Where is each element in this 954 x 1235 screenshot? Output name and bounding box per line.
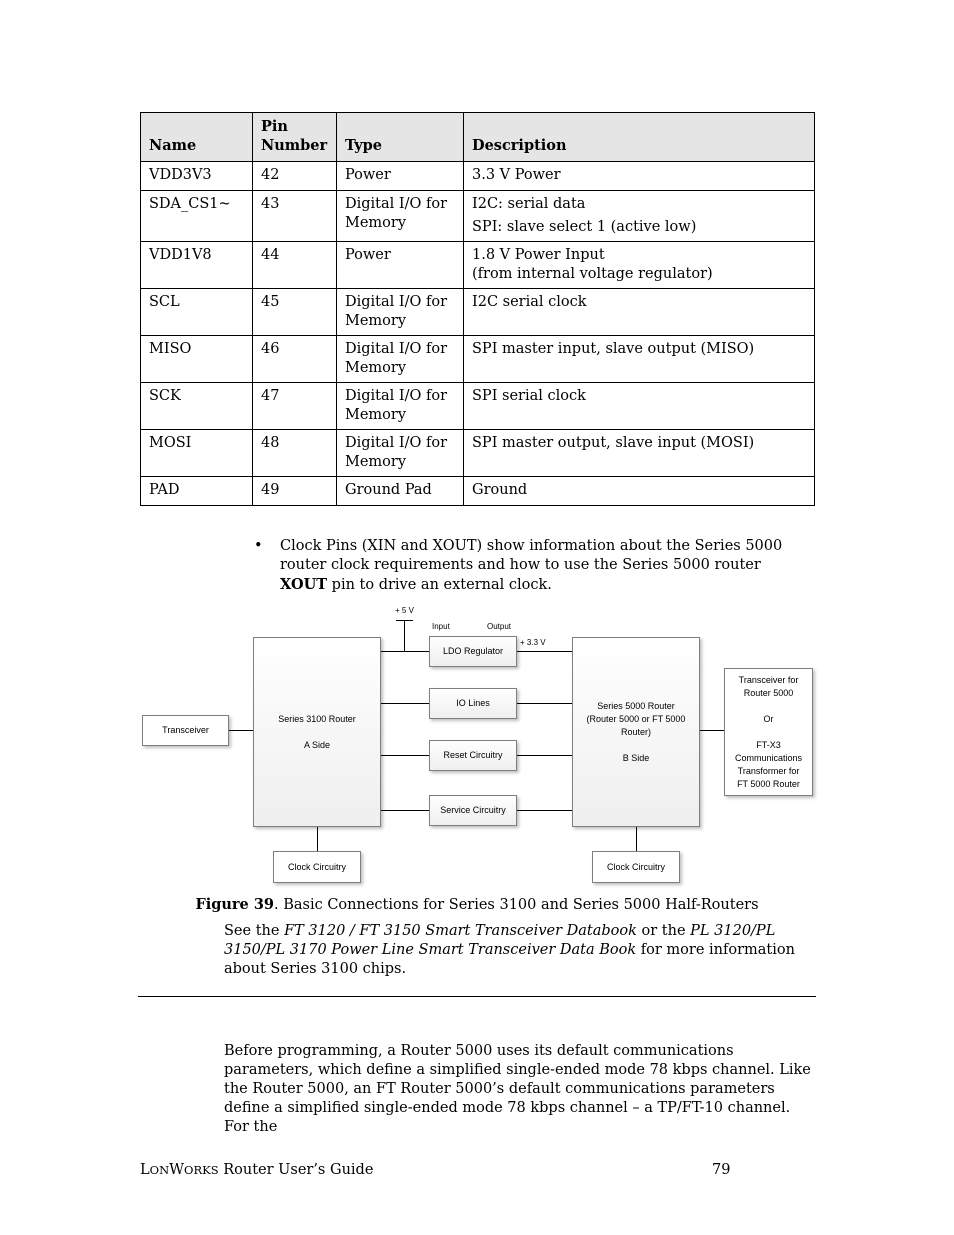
table-row [141, 289, 815, 336]
cell-description [464, 191, 815, 242]
section-divider [138, 996, 816, 997]
table-row [141, 430, 815, 477]
header-pin-number [253, 113, 337, 162]
cell-description-line: 3.3 V Power [472, 167, 561, 183]
reset-circuitry-box [429, 740, 517, 771]
cell-name: MISO [141, 336, 253, 383]
cell-name: SDA_CS1~ [141, 191, 253, 242]
cell-type [337, 477, 464, 506]
cell-type [337, 162, 464, 191]
see-text-2: or the [636, 923, 691, 939]
see-databook-paragraph [224, 922, 816, 979]
plus-3-3v-label: + 3.3 V [520, 638, 546, 647]
header-pin-line2: Number [261, 137, 328, 154]
cell-type-line: Memory [345, 313, 407, 329]
cell-type-line: Digital I/O for [345, 196, 448, 212]
see-text-3: for more information about Series 3100 chips. [224, 942, 795, 977]
footer-title [140, 1161, 373, 1180]
header-description: Description [464, 113, 815, 162]
cell-pin: 42 [253, 162, 337, 191]
input-label: Input [432, 622, 450, 631]
body-paragraph: Before programming, a Router 5000 uses its default communications parameters, which define a simplified single-ended mode 78 kbps channel. Like the Router 5000, an FT Router 5000’s default communications parameters define a simplified single-ended mode 78 kbps channel – a TP/FT-10 channel. For the [224, 1043, 811, 1135]
figure-label: Figure 39 [195, 896, 275, 913]
cell-type-line: Memory [345, 454, 407, 470]
transceiver-5000-line1: Transceiver for [738, 674, 799, 685]
line-3100-to-io [381, 703, 429, 704]
cell-description-line: I2C: serial data [472, 196, 586, 212]
cell-type-line: Memory [345, 215, 407, 231]
cell-description [464, 242, 815, 289]
transceiver-5000-or: Or [763, 713, 774, 724]
pin-table [140, 112, 815, 506]
bullet-text [280, 537, 810, 595]
bullet-bold-xout: XOUT [280, 576, 328, 593]
cell-pin: 48 [253, 430, 337, 477]
io-lines-box [429, 688, 517, 719]
table-header-row [141, 113, 815, 162]
transceiver-box [142, 715, 229, 746]
see-text-1: See the [224, 923, 285, 939]
cell-name: PAD [141, 477, 253, 506]
cell-description-line: I2C serial clock [472, 294, 587, 310]
cell-type [337, 289, 464, 336]
cell-type [337, 383, 464, 430]
cell-type-line: Digital I/O for [345, 388, 448, 404]
table-row [141, 162, 815, 191]
cell-pin: 47 [253, 383, 337, 430]
line-5000-to-clock [636, 827, 637, 851]
cell-pin: 45 [253, 289, 337, 336]
cell-description [464, 430, 815, 477]
transceiver-5000-ft5000: FT 5000 Router [737, 778, 800, 789]
bullet-dot-icon: • [254, 538, 263, 554]
cell-description [464, 477, 815, 506]
cell-description [464, 336, 815, 383]
clock-circuitry-right-label: Clock Circuitry [606, 861, 665, 872]
cell-type [337, 336, 464, 383]
line-transceiver-to-3100 [229, 730, 254, 731]
cell-type-line: Digital I/O for [345, 435, 448, 451]
cell-type [337, 430, 464, 477]
cell-description [464, 383, 815, 430]
line-service-to-5000 [517, 810, 572, 811]
line-5v-cap [396, 620, 413, 621]
cell-type-line: Power [345, 247, 391, 263]
cell-pin: 49 [253, 477, 337, 506]
cell-name: SCL [141, 289, 253, 336]
series-5000-subtitle: (Router 5000 or FT 5000 [586, 713, 686, 724]
transceiver-5000-ftx3: FT-X3 [756, 739, 781, 750]
line-3100-to-ldo [381, 651, 429, 652]
cell-pin: 44 [253, 242, 337, 289]
cell-description [464, 289, 815, 336]
transceiver-5000-comms: Communications [734, 752, 803, 763]
bullet-text-start: Clock Pins (XIN and XOUT) show information about the Series 5000 router clock requirements and how to use the Series 5000 router [280, 538, 783, 573]
cell-pin: 43 [253, 191, 337, 242]
cell-name: MOSI [141, 430, 253, 477]
output-label: Output [487, 622, 512, 631]
line-io-to-5000 [517, 703, 572, 704]
cell-description-line: Ground [472, 482, 528, 498]
table-row [141, 242, 815, 289]
ldo-regulator-label: LDO Regulator [442, 646, 504, 656]
cell-pin: 46 [253, 336, 337, 383]
transceiver-label: Transceiver [162, 725, 209, 735]
line-ldo-to-5000 [517, 651, 572, 652]
ldo-regulator-box [429, 636, 517, 667]
header-type: Type [337, 113, 464, 162]
figure-caption-text: . Basic Connections for Series 3100 and Series 5000 Half-Routers [274, 897, 759, 913]
line-3100-to-clock [317, 827, 318, 851]
series-3100-side: A Side [303, 739, 331, 750]
brand-l: L [140, 1162, 150, 1178]
series-3100-title: Series 3100 Router [278, 713, 356, 724]
figure-caption [0, 895, 954, 915]
plus-5v-label: + 5 V [395, 606, 414, 615]
cell-type-line: Memory [345, 407, 407, 423]
cell-description-line: 1.8 V Power Input [472, 247, 605, 263]
cell-description-line: SPI master output, slave input (MOSI) [472, 435, 755, 451]
clock-circuitry-left-label: Clock Circuitry [287, 861, 346, 872]
cell-description-line: SPI: slave select 1 (active low) [472, 219, 697, 235]
cell-type [337, 242, 464, 289]
line-3100-to-service [381, 810, 429, 811]
cell-description-line: (from internal voltage regulator) [472, 266, 713, 282]
footer-guide-title: Router User’s Guide [218, 1162, 374, 1178]
brand-orks: ORKS [184, 1163, 219, 1177]
databook-title-pl: PL 3120/PL 3150/PL 3170 Power Line Smart Transceiver Data Book [224, 923, 776, 958]
cell-description [464, 162, 815, 191]
series-3100-router-box [253, 637, 381, 827]
transceiver-5000-transformer: Transformer for [737, 765, 800, 776]
transceiver-5000-line2: Router 5000 [743, 687, 794, 698]
cell-type-line: Memory [345, 360, 407, 376]
service-circuitry-box [429, 795, 517, 826]
cell-description-line: SPI master input, slave output (MISO) [472, 341, 755, 357]
cell-description-line: SPI serial clock [472, 388, 586, 404]
series-5000-subtitle2: Router) [620, 726, 651, 737]
line-5000-to-transceiver [700, 730, 724, 731]
clock-circuitry-right-box [592, 851, 680, 883]
databook-title-ft: FT 3120 / FT 3150 Smart Transceiver Databook [284, 923, 637, 939]
cell-name: VDD3V3 [141, 162, 253, 191]
table-row [141, 477, 815, 506]
io-lines-label: IO Lines [456, 698, 490, 708]
cell-name: VDD1V8 [141, 242, 253, 289]
page-number: 79 [712, 1162, 731, 1178]
cell-type [337, 191, 464, 242]
line-5v-supply [404, 620, 405, 651]
cell-type-line: Ground Pad [345, 482, 432, 498]
bullet-text-end: pin to drive an external clock. [327, 577, 552, 593]
series-5000-title: Series 5000 Router [597, 700, 675, 711]
line-reset-to-5000 [517, 755, 572, 756]
brand-w: W [169, 1162, 185, 1178]
table-row [141, 336, 815, 383]
clock-circuitry-left-box [273, 851, 361, 883]
header-pin-line1: Pin [261, 118, 288, 135]
brand-on: ON [149, 1163, 170, 1177]
transceiver-5000-box [724, 668, 813, 796]
cell-name: SCK [141, 383, 253, 430]
line-3100-to-reset [381, 755, 429, 756]
header-name: Name [141, 113, 253, 162]
cell-type-line: Digital I/O for [345, 294, 448, 310]
cell-type-line: Digital I/O for [345, 341, 448, 357]
series-5000-router-box [572, 637, 700, 827]
table-row [141, 383, 815, 430]
service-circuitry-label: Service Circuitry [440, 805, 506, 815]
series-5000-side: B Side [622, 752, 650, 763]
reset-circuitry-label: Reset Circuitry [443, 750, 503, 760]
table-row [141, 191, 815, 242]
cell-type-line: Power [345, 167, 391, 183]
